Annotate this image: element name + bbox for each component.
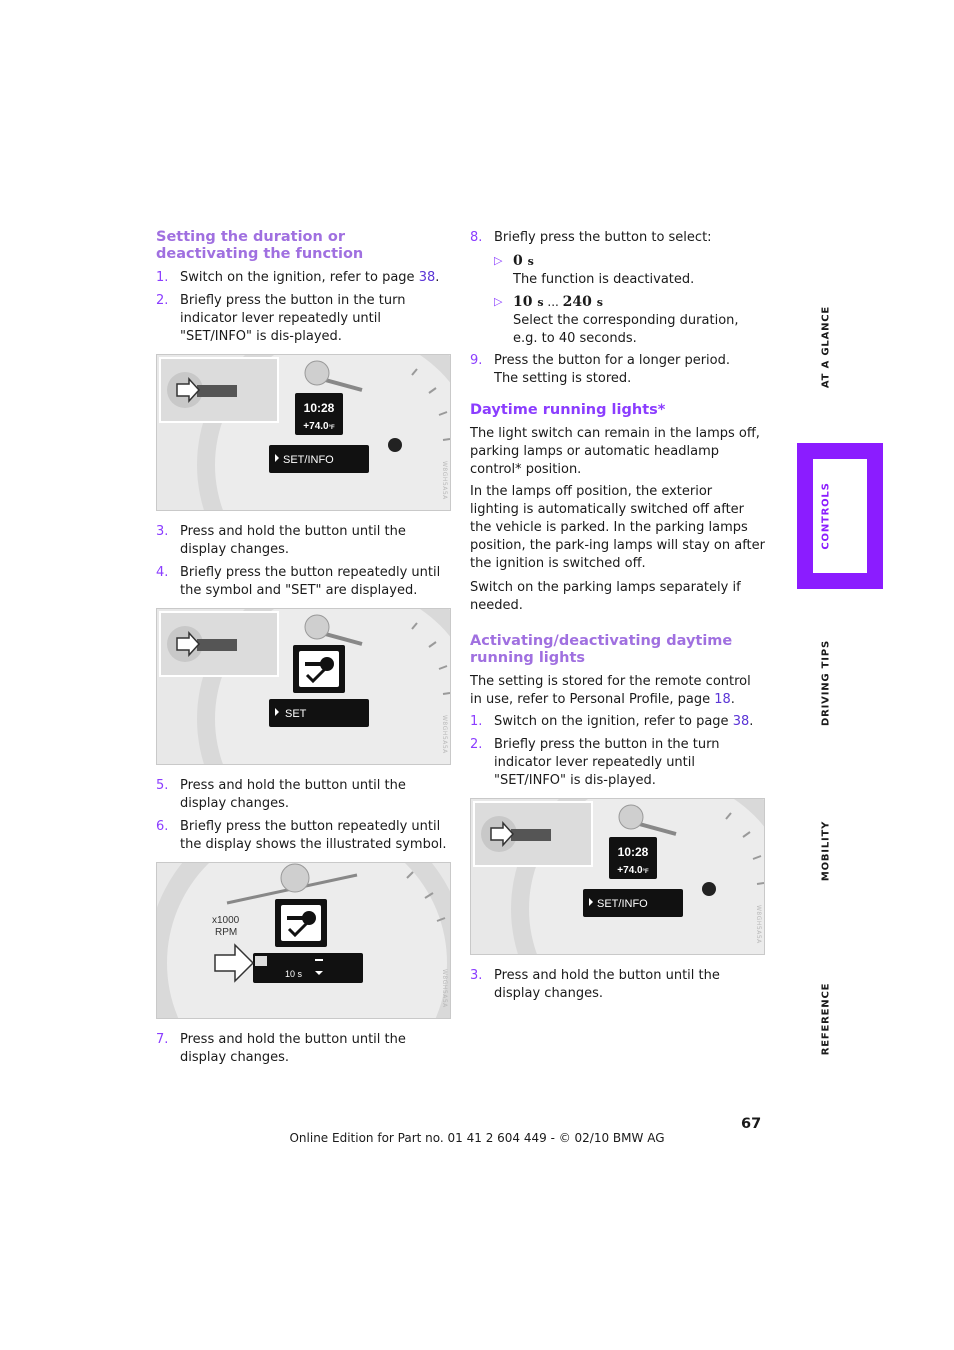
left-column xyxy=(156,229,451,1072)
step-2-activate: 2. Briefly press the button in the turn indicator lever repeatedly until "SET/INFO" is dis-played. xyxy=(470,737,720,788)
section-heading-drl: Daytime running lights* xyxy=(470,402,666,418)
step-4: 4. Briefly press the button repeatedly until the symbol and "SET" are displayed. xyxy=(156,565,441,598)
right-column: 8. Briefly press the button to select: ▷ 0 s The function is deactivated. ▷ 10 s ... 240 s Select the corresponding duration, e.g. to 40 seconds. 9. Press the button for a longer period. The setting is stored. Daytime running lights* The light switch can remain in the lamps off, parking lamps or automatic headlamp control* position. In the lamps off position, the exterior lighting is automatically switched off after the vehicle is parked. In the parking lamps position, the park-ing lamps will stay on after the ignition is switched off. Switch on the parking lamps separately if needed. Activating/deactivating daytime running lights The setting is stored for the remote control in use, refer to Personal Profile, page 18. 1. Switch on the ignition, refer to page 38. 2. Briefly press the button in the turn indicator lever repeatedly until "SET/INFO" is dis-played. 10:28 +74.0°F SET/INFO W8GH5A5A 3. Press and hold the button until the display changes. xyxy=(470,229,765,1008)
option-duration: ▷ 10 s ... 240 s xyxy=(494,294,603,310)
svg-text:10 s: 10 s xyxy=(285,969,303,979)
tab-mobility[interactable]: MOBILITY xyxy=(820,820,832,882)
step-3: 3. Press and hold the button until the display changes. xyxy=(156,524,406,557)
step-8: 8. Briefly press the button to select: xyxy=(470,230,712,245)
svg-text:RPM: RPM xyxy=(215,927,238,938)
step-1-activate: 1. Switch on the ignition, refer to page 38. xyxy=(470,714,754,729)
step-1: 1. Switch on the ignition, refer to page 38. xyxy=(156,270,440,285)
page-number: 67 xyxy=(741,1116,762,1132)
key-check-icon xyxy=(299,651,339,687)
menu-readout: SET/INFO xyxy=(597,898,648,910)
option-deactivate: ▷ 0 s xyxy=(494,253,534,269)
page-link-18[interactable]: 18 xyxy=(714,692,731,707)
tab-controls[interactable]: CONTROLS xyxy=(820,482,832,550)
svg-text:+74.0°F: +74.0°F xyxy=(617,865,649,876)
step-9: 9. Press the button for a longer period. xyxy=(470,353,731,368)
figure-set-display: SET W8GH5A5A xyxy=(156,608,451,765)
tab-driving-tips[interactable]: DRIVING TIPS xyxy=(820,640,832,726)
clock-readout: 10:28 xyxy=(303,401,335,415)
svg-text:x1000: x1000 xyxy=(212,915,240,926)
page-link-38[interactable]: 38 xyxy=(732,714,750,729)
figure-set-info-display-2: 10:28 +74.0°F SET/INFO W8GH5A5A xyxy=(470,798,765,955)
step-2: 2. Briefly press the button in the turn indicator lever repeatedly until "SET/INFO" is dis-played. xyxy=(156,293,406,344)
section-heading-duration: Setting the duration or deactivating the function xyxy=(156,229,364,262)
page-link-38[interactable]: 38 xyxy=(418,270,436,285)
section-heading-activate: Activating/deactivating daytime running lights xyxy=(470,633,733,666)
step-6: 6. Briefly press the button repeatedly until the display shows the illustrated symbol. xyxy=(156,819,447,852)
menu-readout: SET xyxy=(285,708,307,720)
tab-reference[interactable]: REFERENCE xyxy=(820,982,832,1056)
triangle-bullet-icon: ▷ xyxy=(494,254,503,267)
svg-text:+74.0°F: +74.0°F xyxy=(303,421,335,432)
triangle-bullet-icon: ▷ xyxy=(494,295,503,308)
clock-readout: 10:28 xyxy=(617,845,649,859)
key-check-icon xyxy=(281,905,321,941)
figure-duration-display: x1000 RPM 10 s W8GH5A5A xyxy=(156,862,451,1019)
figure-set-info-display: 10:28 +74.0°F SET/INFO W8GH5A5A xyxy=(156,354,451,511)
step-3-activate: 3. Press and hold the button until the display changes. xyxy=(470,968,720,1001)
step-7: 7. Press and hold the button until the display changes. xyxy=(156,1032,406,1065)
tab-at-a-glance[interactable]: AT A GLANCE xyxy=(820,305,832,389)
footer: Online Edition for Part no. 01 41 2 604 449 - © 02/10 BMW AG xyxy=(289,1131,665,1145)
menu-readout: SET/INFO xyxy=(283,454,334,466)
step-5: 5. Press and hold the button until the display changes. xyxy=(156,778,406,811)
